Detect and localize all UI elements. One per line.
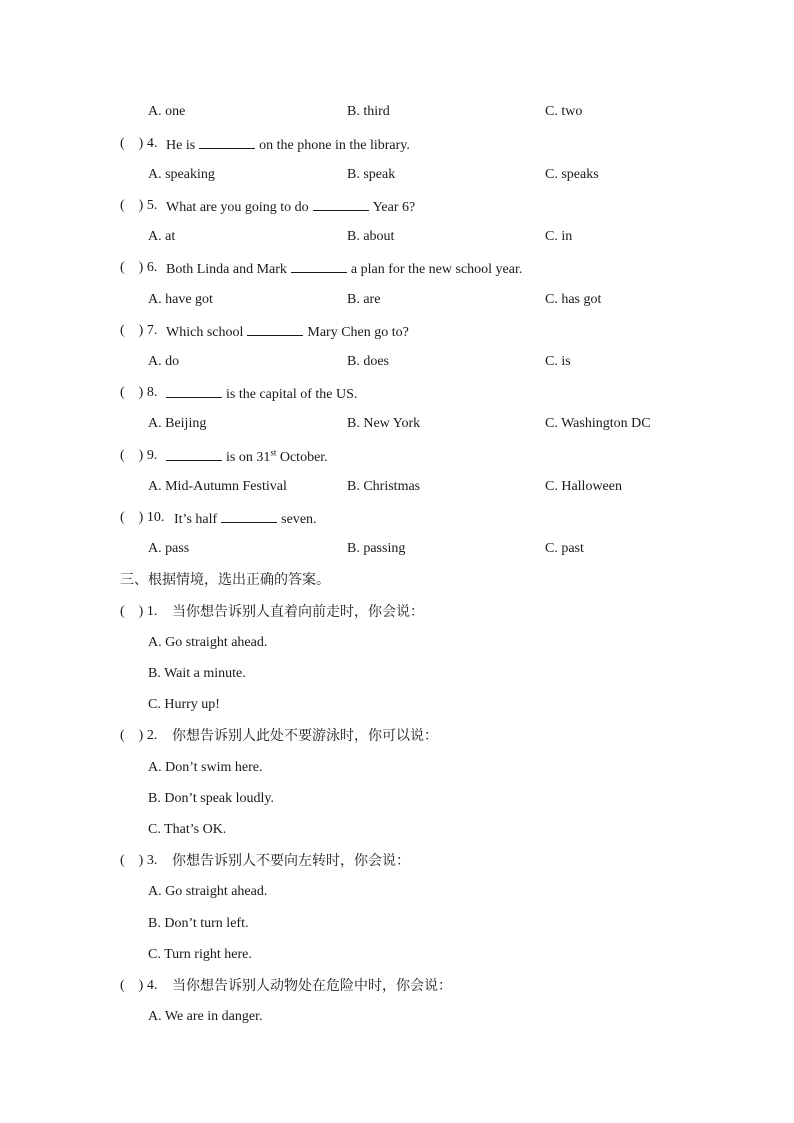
q8-option-c: C. Washington DC: [545, 416, 651, 431]
q7-options-row: [0, 352, 794, 372]
ordinal-suffix: st: [270, 447, 277, 458]
q10-option-c: C. past: [545, 541, 584, 556]
question-text-before: Both Linda and Mark: [166, 262, 287, 277]
situation-question-2: [0, 726, 794, 746]
q10-options-row: [0, 539, 794, 559]
q4-option-a: A. speaking: [148, 167, 215, 182]
q4-option-c: C. speaks: [545, 167, 599, 182]
q5-option-c: C. in: [545, 229, 573, 244]
question-text-before: Which school: [166, 325, 244, 340]
question-9: [0, 446, 794, 466]
sq2-choice-b-row: [0, 789, 794, 809]
situation-question-3: [0, 851, 794, 871]
question-text: [166, 196, 415, 218]
question-number: ( ) 10.: [120, 510, 165, 525]
question-text: [174, 508, 317, 530]
question-text-after: seven.: [281, 512, 317, 527]
q3-option-a: A. one: [148, 104, 186, 119]
q7-option-a: A. do: [148, 354, 180, 369]
section-3-title: 三、根据情境，选出正确的答案。: [120, 572, 330, 588]
sq3-choice-a: A. Go straight ahead.: [148, 884, 268, 899]
q9-options-row: [0, 477, 794, 497]
q3-options-row: [0, 102, 794, 122]
q9-option-c: C. Halloween: [545, 479, 622, 494]
question-10: [0, 508, 794, 528]
q10-option-b: B. passing: [347, 541, 406, 556]
question-prompt: 当你想告诉别人直着向前走时，你会说：: [172, 604, 424, 620]
q6-option-a: A. have got: [148, 292, 213, 307]
section-3-heading-row: [0, 570, 794, 590]
situation-question-4: [0, 976, 794, 996]
q10-option-a: A. pass: [148, 541, 190, 556]
q5-option-b: B. about: [347, 229, 395, 244]
question-5: [0, 196, 794, 216]
question-number: ( ) 2.: [120, 728, 158, 743]
question-text-after: Mary Chen go to?: [307, 325, 409, 340]
question-text: [166, 258, 522, 280]
question-number: ( ) 6.: [120, 260, 158, 275]
question-text-after: Year 6?: [372, 200, 416, 215]
sq4-choice-a: A. We are in danger.: [148, 1009, 263, 1024]
q6-options-row: [0, 290, 794, 310]
question-4: [0, 134, 794, 154]
question-text: [166, 134, 410, 156]
question-number: ( ) 7.: [120, 323, 158, 338]
q8-option-b: B. New York: [347, 416, 421, 431]
q7-option-b: B. does: [347, 354, 389, 369]
question-number: ( ) 3.: [120, 853, 158, 868]
sq2-choice-c: C. That’s OK.: [148, 822, 227, 837]
question-text-after: is on 31: [226, 450, 271, 465]
sq3-choice-c: C. Turn right here.: [148, 947, 252, 962]
question-text-after-2: October.: [279, 450, 328, 465]
question-7: [0, 321, 794, 341]
question-text-after: is the capital of the US.: [226, 387, 358, 402]
q5-options-row: [0, 227, 794, 247]
answer-blank[interactable]: [199, 134, 255, 149]
sq1-choice-a: A. Go straight ahead.: [148, 635, 268, 650]
question-8: [0, 383, 794, 403]
q4-options-row: [0, 165, 794, 185]
question-number: ( ) 4.: [120, 978, 158, 993]
answer-blank[interactable]: [166, 383, 222, 398]
answer-blank[interactable]: [313, 196, 369, 211]
sq2-choice-a-row: [0, 758, 794, 778]
q3-option-c: C. two: [545, 104, 583, 119]
q8-options-row: [0, 414, 794, 434]
situation-question-1: [0, 602, 794, 622]
sq1-choice-c: C. Hurry up!: [148, 697, 220, 712]
question-text: [162, 446, 328, 468]
question-text-after: on the phone in the library.: [259, 138, 410, 153]
sq1-choice-b: B. Wait a minute.: [148, 666, 246, 681]
question-text-before: What are you going to do: [166, 200, 309, 215]
answer-blank[interactable]: [247, 321, 303, 336]
sq1-choice-a-row: [0, 633, 794, 653]
sq2-choice-c-row: [0, 820, 794, 840]
question-text-after: a plan for the new school year.: [350, 262, 523, 277]
q8-option-a: A. Beijing: [148, 416, 207, 431]
sq2-choice-a: A. Don’t swim here.: [148, 760, 263, 775]
sq3-choice-b-row: [0, 914, 794, 934]
question-text-before: It’s half: [174, 512, 218, 527]
sq3-choice-b: B. Don’t turn left.: [148, 916, 249, 931]
sq4-choice-a-row: [0, 1007, 794, 1027]
question-number: ( ) 8.: [120, 385, 158, 400]
q9-option-b: B. Christmas: [347, 479, 421, 494]
sq1-choice-c-row: [0, 695, 794, 715]
question-prompt: 你想告诉别人不要向左转时，你会说：: [172, 853, 410, 869]
q9-option-a: A. Mid-Autumn Festival: [148, 479, 287, 494]
question-number: ( ) 1.: [120, 604, 158, 619]
question-6: [0, 258, 794, 278]
sq1-choice-b-row: [0, 664, 794, 684]
question-prompt: 你想告诉别人此处不要游泳时，你可以说：: [172, 728, 438, 744]
sq3-choice-c-row: [0, 945, 794, 965]
answer-blank[interactable]: [291, 258, 347, 273]
q6-option-b: B. are: [347, 292, 381, 307]
question-text: [166, 321, 409, 343]
q6-option-c: C. has got: [545, 292, 602, 307]
q7-option-c: C. is: [545, 354, 571, 369]
answer-blank[interactable]: [221, 508, 277, 523]
answer-blank[interactable]: [166, 446, 222, 461]
q4-option-b: B. speak: [347, 167, 396, 182]
q5-option-a: A. at: [148, 229, 176, 244]
question-text-before: He is: [166, 138, 196, 153]
sq2-choice-b: B. Don’t speak loudly.: [148, 791, 274, 806]
question-text: [162, 383, 357, 405]
q3-option-b: B. third: [347, 104, 390, 119]
sq3-choice-a-row: [0, 882, 794, 902]
question-number: ( ) 9.: [120, 448, 158, 463]
question-number: ( ) 5.: [120, 198, 158, 213]
question-number: ( ) 4.: [120, 136, 158, 151]
question-prompt: 当你想告诉别人动物处在危险中时，你会说：: [172, 978, 452, 994]
